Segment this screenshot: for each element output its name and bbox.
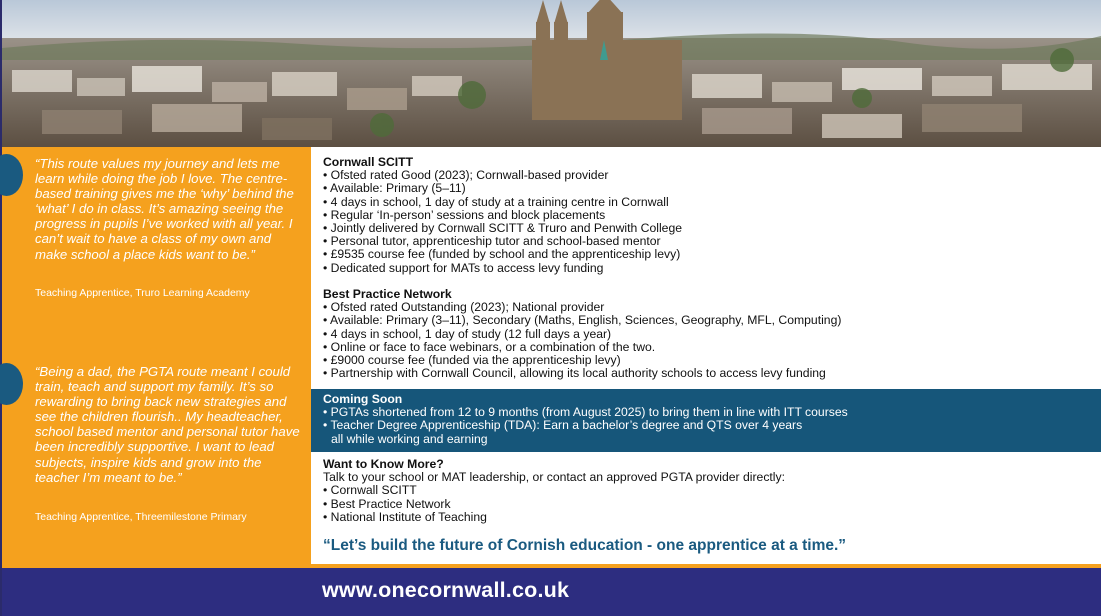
list-item: • Online or face to face webinars, or a combination of the two. (323, 341, 841, 354)
quote-bubble-icon (0, 363, 23, 405)
testimonial-quote: “Being a dad, the PGTA route meant I could train, teach and support my family. It’s so rewarding to bring back new strategies and see the children flourish.. My headteacher, school based mentor and personal tutor have been incredibly supportive. I want to lead subjects, inspire kids and grow into the teacher I’m meant to be.” (35, 364, 300, 485)
know-more-section (323, 458, 785, 524)
list-item: • Personal tutor, apprenticeship tutor and school-based mentor (323, 235, 682, 248)
list-item: • Dedicated support for MATs to access levy funding (323, 262, 682, 275)
list-item: • National Institute of Teaching (323, 511, 785, 524)
testimonial-attribution: Teaching Apprentice, Threemilestone Primary (35, 511, 247, 523)
bullet-list (323, 169, 682, 275)
list-item: • Ofsted rated Outstanding (2023); National provider (323, 301, 841, 314)
list-item: • Available: Primary (3–11), Secondary (Maths, English, Sciences, Geography, MFL, Computing) (323, 314, 841, 327)
testimonial-attribution: Teaching Apprentice, Truro Learning Academy (35, 287, 250, 299)
list-item: • 4 days in school, 1 day of study at a training centre in Cornwall (323, 196, 682, 209)
section-title: Coming Soon (323, 392, 403, 406)
coming-soon-banner (311, 389, 1101, 452)
section-title: Best Practice Network (323, 287, 452, 301)
section-title: Cornwall SCITT (323, 155, 414, 169)
bullet-list (323, 301, 841, 380)
testimonial-sidebar (2, 147, 311, 564)
know-more-intro: Talk to your school or MAT leadership, or contact an approved PGTA provider directly: (323, 470, 785, 485)
list-item: • Teacher Degree Apprenticeship (TDA): Earn a bachelor’s degree and QTS over 4 years (323, 419, 848, 432)
slogan: “Let’s build the future of Cornish education - one apprentice at a time.” (323, 537, 847, 554)
list-item: • Available: Primary (5–11) (323, 182, 682, 195)
list-item: • Cornwall SCITT (323, 484, 785, 497)
quote-bubble-icon (0, 154, 23, 196)
list-item: • Best Practice Network (323, 498, 785, 511)
list-item: • Ofsted rated Good (2023); Cornwall-based provider (323, 169, 682, 182)
best-practice-section (323, 288, 841, 380)
list-item: • £9000 course fee (funded via the apprenticeship levy) (323, 354, 841, 367)
bullet-list (323, 406, 848, 432)
list-item: • 4 days in school, 1 day of study (12 full days a year) (323, 328, 841, 341)
list-item: • PGTAs shortened from 12 to 9 months (from August 2025) to bring them in line with ITT courses (323, 406, 848, 419)
coming-soon-section (323, 393, 848, 446)
header-photo-truro-skyline (2, 0, 1101, 147)
section-title: Want to Know More? (323, 457, 444, 471)
skyline-illustration (2, 0, 1101, 147)
website-link[interactable]: www.onecornwall.co.uk (322, 578, 570, 602)
bullet-list (323, 484, 785, 524)
cornwall-scitt-section (323, 156, 682, 275)
list-item: • Regular ‘In-person’ sessions and block placements (323, 209, 682, 222)
list-item-continuation: all while working and earning (331, 431, 488, 446)
list-item: • £9535 course fee (funded by school and the apprenticeship levy) (323, 248, 682, 261)
list-item: • Partnership with Cornwall Council, allowing its local authority schools to access levy funding (323, 367, 841, 380)
testimonial-quote: “This route values my journey and lets me learn while doing the job I love. The centre-based training gives me the ‘why’ behind the ‘what’ I do in class. It’s amazing seeing the progress in pupils I’ve worked with all year. I can’t wait to have a class of my own and make school a place kids want to be.” (35, 156, 294, 262)
footer (2, 568, 1101, 616)
list-item: • Jointly delivered by Cornwall SCITT & Truro and Penwith College (323, 222, 682, 235)
